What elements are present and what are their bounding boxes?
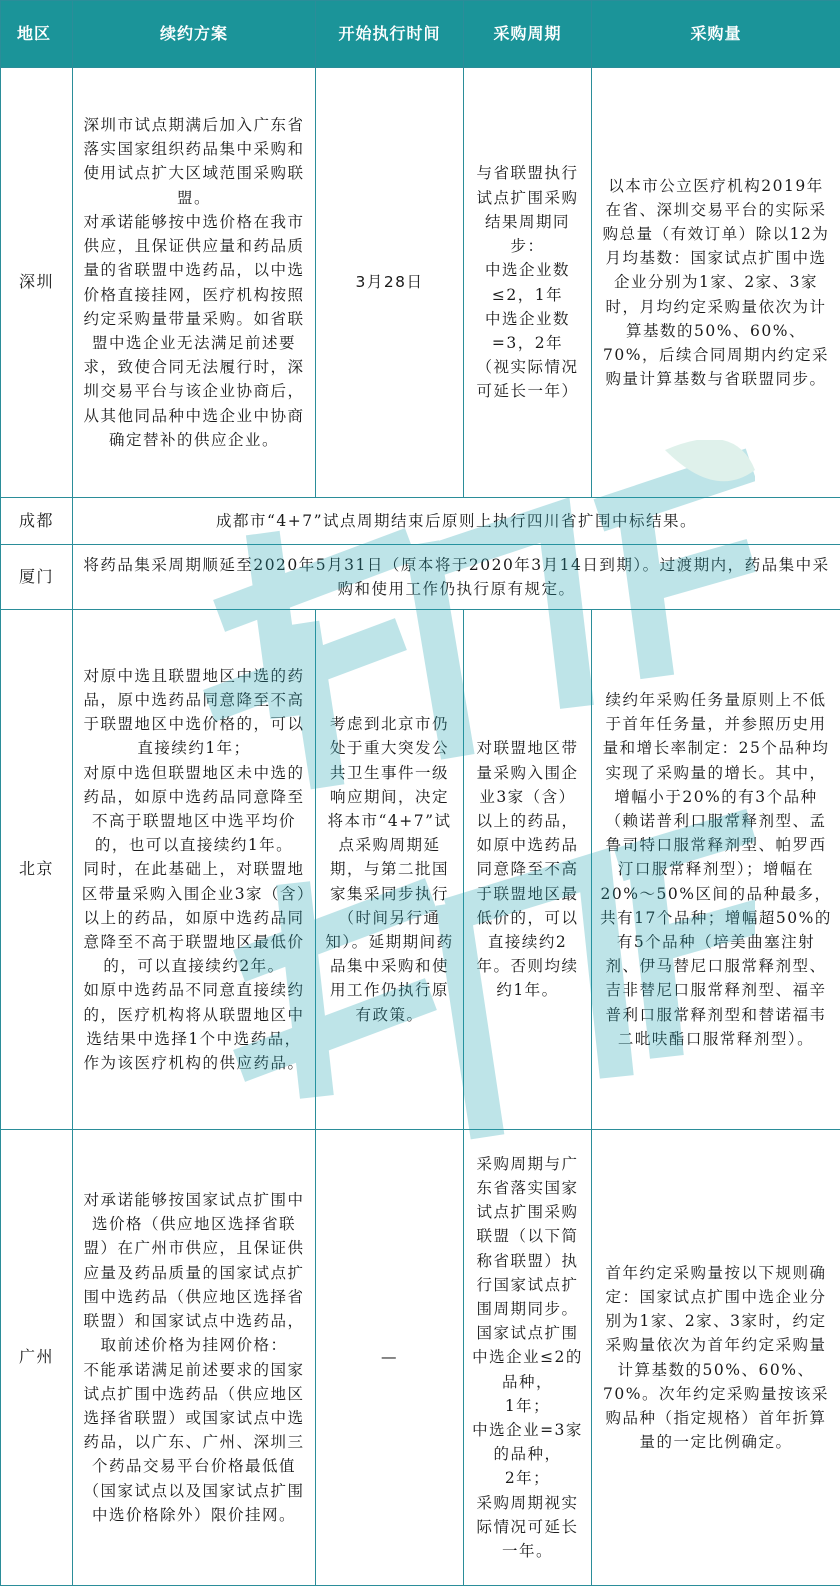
plan-cell: [73, 1130, 316, 1586]
cycle-line: 与省联盟执行试点扩围采购结果周期同步：: [476, 164, 579, 256]
header-volume: 采购量: [592, 1, 840, 68]
table-row-guangzhou: [1, 1130, 840, 1586]
header-start-time: 开始执行时间: [316, 1, 464, 68]
table-header-row: [1, 1, 840, 68]
plan-cell: [73, 610, 316, 1130]
region-cell: 深圳: [1, 68, 73, 498]
start-time-cell: 考虑到北京市仍处于重大突发公共卫生事件一级响应期间，决定将本市“4+7”试点采购周期延期，与第二批国家集采同步执行（时间另行通知）。延期期间药品集中采购和使用工作仍执行原有政策。: [316, 610, 464, 1130]
plan-paragraph: 同时，在此基础上，对联盟地区带量采购入围企业3家（含）以上的药品，如原中选药品同意降至不高于联盟地区最低价的，可以直接续约2年。: [81, 860, 307, 976]
cycle-cell: [464, 1130, 592, 1586]
table-row-shenzhen: [1, 68, 840, 498]
cycle-line: 采购周期与广东省落实国家试点扩围采购联盟（以下简称省联盟）执行国家试点扩围周期同步。: [476, 1154, 579, 1318]
cycle-line: 2年；: [504, 1469, 551, 1488]
table-row-beijing: [1, 610, 840, 1130]
plan-paragraph: 对原中选且联盟地区中选的药品，原中选药品同意降至不高于联盟地区中选价格的，可以直接续约1年；: [83, 666, 305, 758]
volume-cell: 续约年采购任务量原则上不低于首年任务量，并参照历史用量和增长率制定：25个品种均实现了采购量的增长。其中，增幅小于20%的有3个品种（赖诺普利口服常释剂型、孟鲁司特口服常释剂型、帕罗西汀口服常释剂型）；增幅在20%～50%区间的品种最多，共有17个品种；增幅超50%的有5个品种（培美曲塞注射剂、伊马替尼口服常释剂型、吉非替尼口服常释剂型、福辛普利口服常释剂型和替诺福韦二吡呋酯口服常释剂型）。: [592, 610, 840, 1130]
region-cell: 广州: [1, 1130, 73, 1586]
plan-paragraph: 对承诺能够按国家试点扩围中选价格（供应地区选择省联盟）在广州市供应，且保证供应量及药品质量的国家试点扩围中选药品（供应地区选择省联盟）和国家试点中选药品，取前述价格为挂网价格：: [83, 1191, 305, 1355]
plan-paragraph: 对承诺能够按中选价格在我市供应，且保证供应量和药品质量的省联盟中选药品，以中选价格直接挂网，医疗机构按照约定采购量带量采购。如省联盟中选企业无法满足前述要求，致使合同无法履行时，深圳交易平台与该企业协商后，从其他同品种中选企业中协商确定替补的供应企业。: [83, 212, 305, 449]
cycle-line: （视实际情况可延长一年）: [476, 358, 579, 401]
cycle-line: 1年；: [504, 1396, 551, 1415]
table-row-xiamen: [1, 545, 840, 610]
volume-cell: 以本市公立医疗机构2019年在省、深圳交易平台的实际采购总量（有效订单）除以12为月均基数：国家试点扩围中选企业分别为1家、2家、3家时，月均约定采购量依次为计算基数的50%、60%、70%，后续合同周期内约定采购量计算基数与省联盟同步。: [592, 68, 840, 498]
region-cell: 成都: [1, 498, 73, 545]
header-plan: 续约方案: [73, 1, 316, 68]
merged-cell: 将药品集采周期顺延至2020年5月31日（原本将于2020年3月14日到期）。过渡期内，药品集中采购和使用工作仍执行原有规定。: [73, 545, 840, 610]
cycle-line: 国家试点扩围中选企业≤2的品种，: [472, 1324, 583, 1391]
header-region: 地区: [1, 1, 73, 68]
cycle-line: 采购周期视实际情况可延长一年。: [476, 1493, 579, 1561]
merged-cell: 成都市“4+7”试点周期结束后原则上执行四川省扩围中标结果。: [73, 498, 840, 545]
plan-paragraph: 不能承诺满足前述要求的国家试点扩围中选药品（供应地区选择省联盟）或国家试点中选药品，以广东、广州、深圳三个药品交易平台价格最低值（国家试点以及国家试点扩围中选价格除外）限价挂网。: [83, 1360, 305, 1524]
volume-cell: 首年约定采购量按以下规则确定：国家试点扩围中选企业分别为1家、2家、3家时，约定采购量依次为首年约定采购量计算基数的50%、60%、70%。次年约定采购量按该采购品种（指定规格）首年折算量的一定比例确定。: [592, 1130, 840, 1586]
start-time-cell: —: [316, 1130, 464, 1586]
cycle-line: 中选企业=3家的品种，: [472, 1421, 583, 1464]
plan-paragraph: 如原中选药品不同意直接续约的，医疗机构将从联盟地区中选结果中选择1个中选药品，作为该医疗机构的供应药品。: [83, 981, 305, 1073]
region-cell: 北京: [1, 610, 73, 1130]
header-cycle: 采购周期: [464, 1, 592, 68]
cycle-cell: [464, 68, 592, 498]
cycle-cell: 对联盟地区带量采购入围企业3家（含）以上的药品，如原中选药品同意降至不高于联盟地区最低价的，可以直接续约2年。否则均续约1年。: [464, 610, 592, 1130]
cycle-line: 中选企业数=3，2年: [484, 309, 570, 352]
plan-paragraph: 对原中选但联盟地区未中选的药品，如原中选药品同意降至不高于联盟地区中选平均价的，也可以直接续约1年。: [83, 763, 305, 855]
region-cell: 厦门: [1, 545, 73, 610]
start-time-cell: 3月28日: [316, 68, 464, 498]
cycle-line: 中选企业数≤2，1年: [484, 261, 570, 304]
plan-cell: [73, 68, 316, 498]
plan-paragraph: 深圳市试点期满后加入广东省落实国家组织药品集中采购和使用试点扩大区域范围采购联盟。: [83, 116, 305, 207]
table-row-chengdu: [1, 498, 840, 545]
